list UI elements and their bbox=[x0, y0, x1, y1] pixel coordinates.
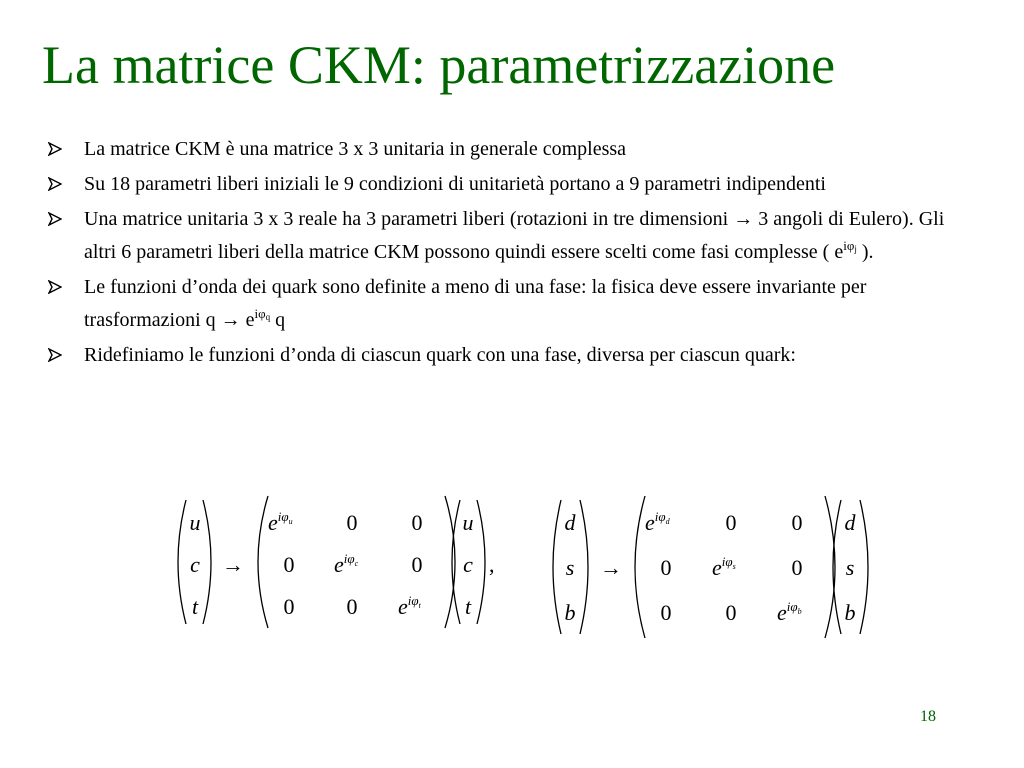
bullet-text bbox=[84, 208, 944, 263]
vector-entry: c bbox=[463, 552, 473, 577]
right-paren bbox=[860, 500, 868, 634]
vector-entry: t bbox=[191, 594, 199, 619]
bullet-item bbox=[44, 339, 964, 372]
vector-entry: d bbox=[564, 510, 576, 535]
matrix-zero: 0 bbox=[791, 555, 803, 580]
matrix-zero: 0 bbox=[660, 600, 672, 625]
phase-factor: $e^i\varphi c$ bbox=[334, 551, 359, 577]
phase-exponent-text: iφ bbox=[843, 238, 855, 253]
matrix-zero: 0 bbox=[791, 510, 803, 535]
bullet-item bbox=[44, 133, 964, 166]
right-paren bbox=[477, 500, 485, 624]
bullet-item bbox=[44, 271, 964, 337]
vector-entry: d bbox=[844, 510, 856, 535]
matrix-zero: 0 bbox=[725, 600, 737, 625]
bullet-text-part: Le funzioni d’onda dei quark sono definite a meno di una fase: la fisica deve essere invariante per trasformazioni q bbox=[84, 276, 867, 331]
left-paren bbox=[452, 500, 460, 624]
phase-factor: $e^i\varphi s$ bbox=[712, 554, 736, 580]
phase-subscript: q bbox=[265, 312, 271, 322]
up-type-equation bbox=[178, 496, 495, 628]
slide-title: La matrice CKM: parametrizzazione bbox=[42, 35, 836, 95]
bullet-item bbox=[44, 168, 964, 201]
matrix-zero: 0 bbox=[283, 594, 295, 619]
phase-exponent bbox=[255, 306, 271, 321]
left-paren bbox=[635, 496, 645, 638]
vector-entry: b bbox=[564, 600, 576, 625]
bullet-text bbox=[84, 276, 866, 331]
bullet-text-part: Una matrice unitaria 3 x 3 reale ha 3 parametri liberi (rotazioni in tre dimensioni bbox=[84, 208, 734, 230]
phase-factor: $e^i\varphi u$ bbox=[268, 509, 293, 535]
vector-entry: u bbox=[189, 510, 201, 535]
left-paren bbox=[178, 500, 186, 624]
bullet-text-part: 3 angoli di Eulero). Gli altri 6 parametri liberi della matrice CKM possono quindi essere scelti come fasi complesse ( e bbox=[84, 208, 945, 263]
arrowhead-bullet-icon bbox=[48, 339, 68, 372]
matrix-zero: 0 bbox=[283, 552, 295, 577]
arrowhead-bullet-icon bbox=[48, 133, 68, 166]
left-paren bbox=[258, 496, 268, 628]
phase-subscript: j bbox=[854, 244, 857, 254]
vector-entry: s bbox=[565, 555, 575, 580]
phase-factor: $e^i\varphi d$ bbox=[645, 509, 670, 535]
matrix-zero: 0 bbox=[346, 594, 358, 619]
matrix-zero: 0 bbox=[660, 555, 672, 580]
right-arrow-symbol: → bbox=[220, 309, 241, 331]
left-paren bbox=[833, 500, 841, 634]
vector-entry: b bbox=[844, 600, 856, 625]
bullet-text-part: ). bbox=[856, 241, 874, 263]
arrowhead-bullet-icon bbox=[48, 168, 68, 201]
right-paren bbox=[825, 496, 835, 638]
phase-exponent bbox=[843, 238, 857, 253]
equation-comma: , bbox=[489, 552, 495, 577]
bullet-text: Su 18 parametri liberi iniziali le 9 condizioni di unitarietà portano a 9 parametri indipendenti bbox=[84, 173, 826, 195]
matrix-zero: 0 bbox=[411, 510, 423, 535]
matrix-zero: 0 bbox=[411, 552, 423, 577]
arrowhead-bullet-icon bbox=[48, 271, 68, 304]
right-paren bbox=[203, 500, 211, 624]
matrix-zero: 0 bbox=[725, 510, 737, 535]
bullet-list bbox=[44, 133, 964, 374]
bullet-text-part: e bbox=[240, 309, 255, 331]
right-arrow-symbol: → bbox=[222, 552, 244, 577]
right-arrow-symbol: → bbox=[733, 208, 754, 230]
down-type-equation bbox=[553, 496, 868, 638]
page-number: 18 bbox=[920, 708, 936, 725]
vector-entry: u bbox=[462, 510, 474, 535]
right-paren bbox=[445, 496, 455, 628]
phase-factor: $e^i\varphi b$ bbox=[777, 599, 802, 625]
bullet-text: Ridefiniamo le funzioni d’onda di ciascun quark con una fase, diversa per ciascun quark: bbox=[84, 344, 796, 366]
phase-exponent-text: iφ bbox=[254, 306, 266, 321]
left-paren bbox=[553, 500, 561, 634]
right-paren bbox=[580, 500, 588, 634]
vector-entry: s bbox=[845, 555, 855, 580]
bullet-item bbox=[44, 203, 964, 269]
right-arrow-symbol: → bbox=[600, 555, 622, 580]
matrix-zero: 0 bbox=[346, 510, 358, 535]
phase-factor: $e^i\varphi t$ bbox=[398, 593, 421, 619]
arrowhead-bullet-icon bbox=[48, 203, 68, 236]
vector-entry: t bbox=[464, 594, 472, 619]
vector-entry: c bbox=[190, 552, 200, 577]
bullet-text-part: q bbox=[270, 309, 286, 331]
bullet-text: La matrice CKM è una matrice 3 x 3 unitaria in generale complessa bbox=[84, 138, 627, 160]
